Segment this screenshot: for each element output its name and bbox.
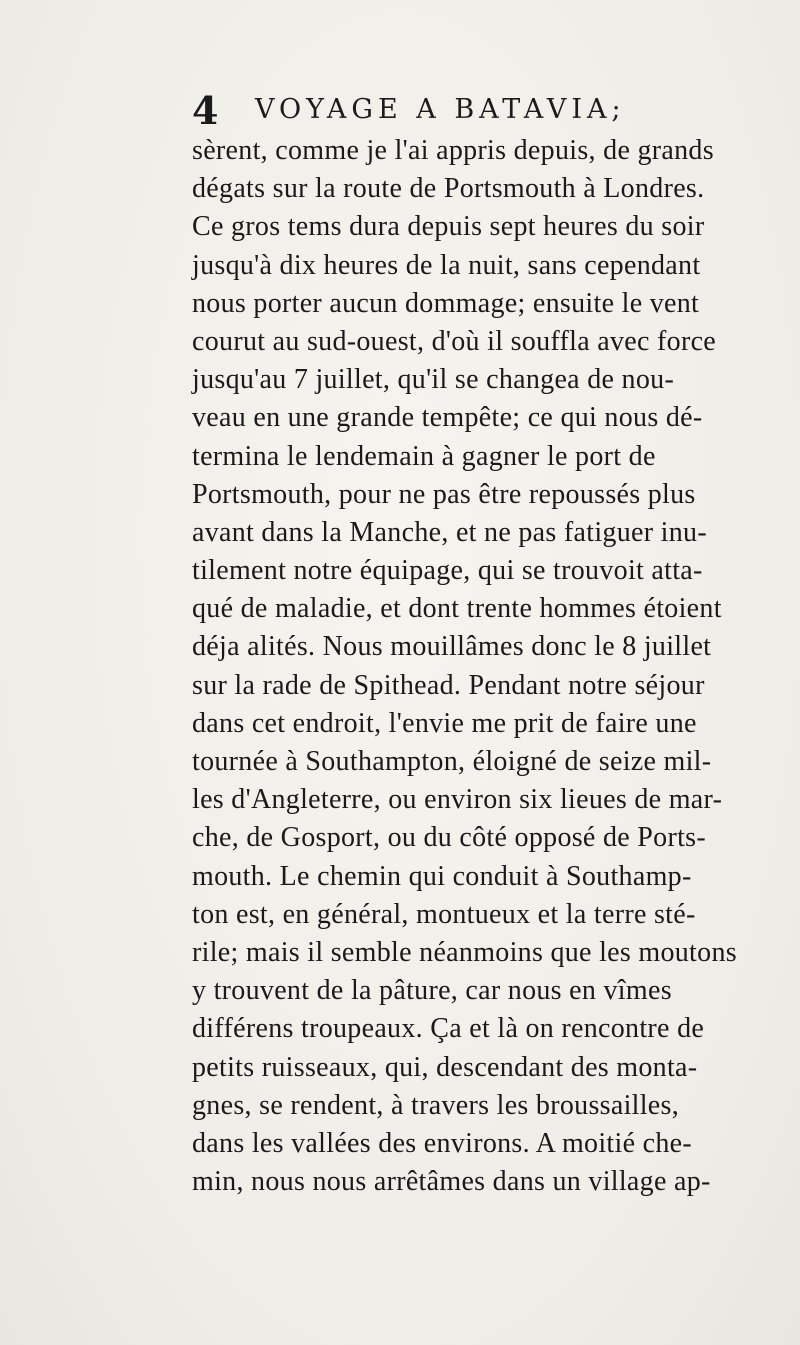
page-number: 4 xyxy=(192,88,219,133)
text-line: dans les vallées des environs. A moitié che- xyxy=(192,1127,692,1159)
text-line: gnes, se rendent, à travers les broussailles, xyxy=(192,1089,680,1121)
text-line: termina le lendemain à gagner le port de xyxy=(192,440,656,472)
text-line: Portsmouth, pour ne pas être repoussés plus xyxy=(192,478,696,510)
text-line: tournée à Southampton, éloigné de seize mil- xyxy=(192,746,712,777)
running-head xyxy=(192,84,792,134)
text-line: ton est, en général, montueux et la terre sté- xyxy=(192,898,696,930)
text-line: mouth. Le chemin qui conduit à Southamp- xyxy=(192,860,692,892)
text-line: qué de maladie, et dont trente hommes étoient xyxy=(192,593,722,625)
text-line: veau en une grande tempête; ce qui nous dé- xyxy=(192,402,703,434)
text-line: les d'Angleterre, ou environ six lieues de mar- xyxy=(192,784,723,816)
text-line: courut au sud-ouest, d'où il souffla avec force xyxy=(192,325,717,357)
body-text xyxy=(192,132,798,1201)
text-line: y trouvent de la pâture, car nous en vîmes xyxy=(192,975,672,1007)
text-line: sur la rade de Spithead. Pendant notre séjour xyxy=(192,669,705,701)
text-line: min, nous nous arrêtâmes dans un village ap- xyxy=(192,1166,711,1198)
text-line: rile; mais il semble néanmoins que les moutons xyxy=(192,936,737,968)
text-line: Ce gros tems dura depuis sept heures du soir xyxy=(192,211,705,243)
text-line: jusqu'à dix heures de la nuit, sans cependant xyxy=(192,249,701,281)
text-line: jusqu'au 7 juillet, qu'il se changea de nou- xyxy=(192,364,675,396)
text-line: dégats sur la route de Portsmouth à Londres. xyxy=(192,173,705,205)
running-title: VOYAGE A BATAVIA; xyxy=(255,94,626,125)
text-line: nous porter aucun dommage; ensuite le vent xyxy=(192,287,700,319)
text-line: che, de Gosport, ou du côté opposé de Ports- xyxy=(192,822,706,854)
text-line: avant dans la Manche, et ne pas fatiguer inu- xyxy=(192,516,707,548)
text-line: déja alités. Nous mouillâmes donc le 8 juillet xyxy=(192,631,712,663)
text-line: sèrent, comme je l'ai appris depuis, de grands xyxy=(192,135,714,166)
text-line: dans cet endroit, l'envie me prit de faire une xyxy=(192,707,697,739)
text-line: tilement notre équipage, qui se trouvoit atta- xyxy=(192,555,703,587)
text-line: différens troupeaux. Ça et là on rencontre de xyxy=(192,1013,705,1045)
text-line: petits ruisseaux, qui, descendant des monta- xyxy=(192,1051,698,1083)
